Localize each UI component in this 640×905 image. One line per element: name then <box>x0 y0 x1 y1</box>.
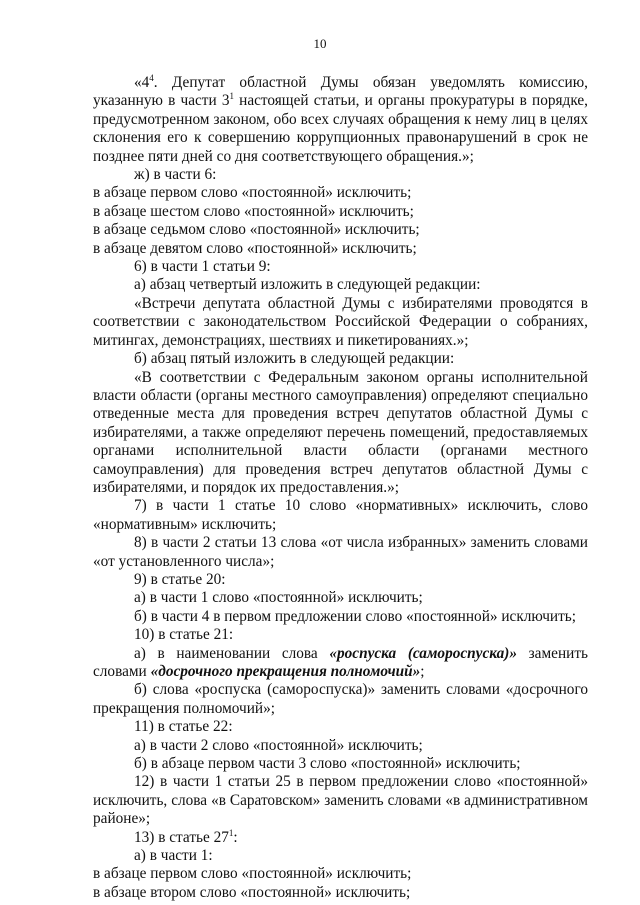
paragraph: а) в части 1: <box>134 847 213 865</box>
paragraph: 6) в части 1 статьи 9: <box>134 258 271 276</box>
emphasized-text: «досрочного прекращения полномочий» <box>150 663 421 680</box>
paragraph: «$4^4$. Депутат областной Думы обязан уведомлять комиссию, указанную в части $3^1$ настоящей статьи, и органы прокуратуры в порядке, предусмотренном законом, обо всех случаях обращения к нему лиц в целях склонения его к совершению коррупционных правонарушений в срок не позднее пяти дней со дня соответствующего обращения.»; <box>93 72 589 165</box>
paragraph: «В соответствии с Федеральным законом органы исполнительной власти области (органы местного самоуправления) определяют специально отведенные места для проведения встреч депутатов областной Думы с избирателями, а также определяют перечень помещений, предоставляемых органами исполнительной власти области (органами местного самоуправления) для проведения встреч депутатов областной Думы с избирателями, и порядок их предоставления.»; <box>93 368 588 496</box>
paragraph: а) абзац четвертый изложить в следующей редакции: <box>134 276 481 294</box>
paragraph: б) абзац пятый изложить в следующей редакции: <box>134 350 455 368</box>
superscript: 1 <box>229 91 234 102</box>
paragraph: 7) в части 1 статье 10 слово «нормативных» исключить, слово «нормативным» исключить; <box>93 497 588 533</box>
document-body <box>93 74 588 902</box>
paragraph: а) в части 1 слово «постоянной» исключить; <box>134 589 423 607</box>
paragraph: 12) в части 1 статьи 25 в первом предложении слово «постоянной» исключить, слова «в Саратовском» заменить словами «в административном районе»; <box>93 773 588 828</box>
paragraph: а) в части 2 слово «постоянной» исключить; <box>134 736 423 754</box>
emphasized-text: «роспуска (самороспуска)» <box>329 644 518 662</box>
paragraph: в абзаце втором слово «постоянной» исключить; <box>93 883 411 901</box>
paragraph: ж) в части 6: <box>134 166 217 184</box>
paragraph: а) в наименовании слова «роспуска (самороспуска)» заменить словами «досрочного прекращения полномочий»; <box>93 644 588 680</box>
page-number: 10 <box>313 36 327 51</box>
paragraph: 11) в статье 22: <box>134 718 233 736</box>
paragraph: в абзаце девятом слово «постоянной» исключить; <box>93 239 417 257</box>
paragraph: в абзаце первом слово «постоянной» исключить; <box>93 865 412 883</box>
paragraph: «Встречи депутата областной Думы с избирателями проводятся в соответствии с законодательством Российской Федерации о собраниях, митингах, демонстрациях, шествиях и пикетированиях.»; <box>93 294 588 349</box>
paragraph: в абзаце шестом слово «постоянной» исключить; <box>93 202 414 220</box>
paragraph: б) слова «роспуска (самороспуска)» заменить словами «досрочного прекращения полномочий»; <box>93 681 588 717</box>
superscript: 4 <box>149 72 154 83</box>
paragraph: б) в абзаце первом части 3 слово «постоянной» исключить; <box>134 755 521 773</box>
paragraph: 8) в части 2 статьи 13 слова «от числа избранных» заменить словами «от установленного числа»; <box>93 534 588 570</box>
paragraph: 13) в статье $27^1$: <box>134 827 238 846</box>
superscript: 1 <box>228 827 234 838</box>
paragraph: в абзаце седьмом слово «постоянной» исключить; <box>93 221 420 239</box>
paragraph: 9) в статье 20: <box>134 570 226 588</box>
paragraph: в абзаце первом слово «постоянной» исключить; <box>93 184 412 202</box>
paragraph: 10) в статье 21: <box>134 626 234 644</box>
paragraph: б) в части 4 в первом предложении слово «постоянной» исключить; <box>134 607 577 625</box>
